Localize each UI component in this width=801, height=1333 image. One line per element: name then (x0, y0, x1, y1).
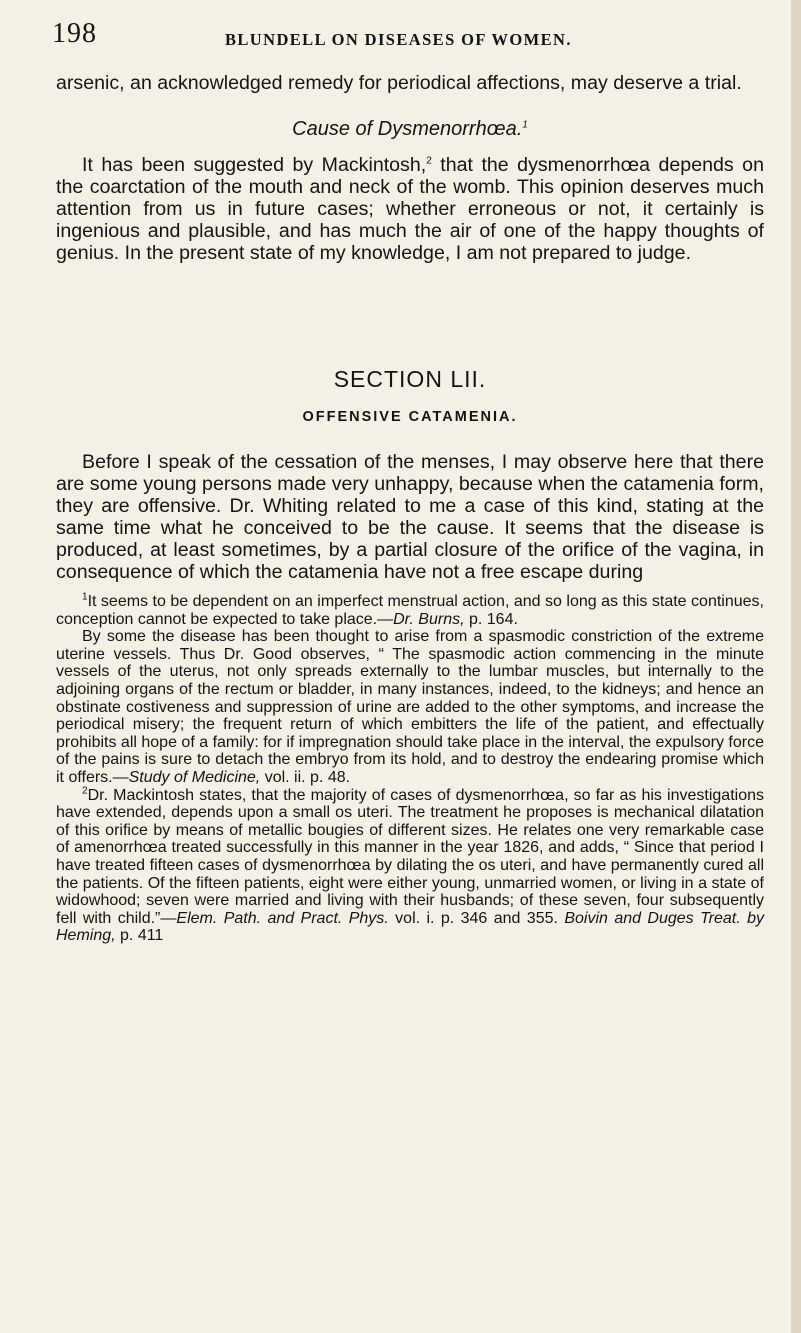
footnote-2-text: Dr. Mackintosh states, that the majority of cases of dysmenorrhœa, so far as his investigations have extended, depends upon a small os uteri. The treatment he proposes is mechanical dilatation of this orifice by means of metallic bougies of different sizes. He relates one very remarkable case of amenorrhœa treated successfully in this manner in the year 1826, and adds, “ Since that period I have treated fifteen cases of dysmenorrhœa by dilating the os uteri, and have permanently cured all the patients. Of the fifteen patients, eight were either young, unmarried women, or living in a state of widowhood; seven were married and living with their husbands; of these seven, four subsequently fell with child.”— (56, 786, 764, 927)
footnote-1-cite: Dr. Burns, (393, 610, 465, 628)
paragraph-2-start: It has been suggested by Mackintosh, (82, 154, 427, 176)
footnote-marker: 2 (426, 155, 432, 167)
footnote-1b-text: By some the disease has been thought to arise from a spasmodic constriction of the extreme uterine vessels. Thus Dr. Good observes, “ The spasmodic action commencing in the minute vessels of the uterus, not only spreads externally to the lumbar muscles, but internally to the adjoining organs of the rectum or bladder, in many instances, indeed, to the kidneys; and hence an obstinate costiveness and suppression of urine are added to the other symptoms, and increase the periodical misery; the frequent return of which embitters the life of the patient, and effectually prohibits all hope of a family: for if impregnation should take place in the interval, the expulsory force of the pains is sure to detach the embryo from its hold, and to destroy the endearing promise which it offers.— (56, 628, 764, 786)
page-header (52, 18, 749, 52)
page-number: 198 (52, 18, 97, 49)
section-subtitle: OFFENSIVE CATAMENIA. (302, 409, 518, 425)
footnote-1-page: p. 164. (464, 610, 518, 628)
footnote-1b-ref: vol. ii. p. 48. (260, 768, 351, 786)
footnotes (56, 593, 764, 945)
running-head: BLUNDELL ON DISEASES OF WOMEN. (225, 30, 572, 49)
paragraph-2 (56, 154, 764, 264)
paragraph-2-rest: that the dysmenorrhœa depends on the coarctation of the mouth and neck of the womb. This opinion deserves much attention from us in future cases; whether erroneous or not, it certainly is ingenious and plausible, and has much the air of one of the happy thoughts of genius. In the present state of my knowledge, I am not prepared to judge. (56, 154, 764, 264)
footnote-2-mark: 2 (82, 785, 88, 797)
subheading-cause (56, 118, 764, 140)
footnote-2-cite-1: Elem. Path. and Pract. Phys. (176, 909, 389, 927)
footnote-2-cite-2: Boivin and Duges Treat. by Heming, (56, 909, 764, 945)
footnote-1 (56, 593, 764, 628)
footnote-2 (56, 787, 764, 945)
page-body (56, 72, 764, 945)
footnote-2-ref-1: vol. i. p. 346 and 355. (388, 909, 565, 927)
paragraph-3: Before I speak of the cessation of the menses, I may observe here that there are some young persons made very unhappy, because when the catamenia form, they are offensive. Dr. Whiting related to me a case of this kind, stating at the same time what he conceived to be the cause. It seems that the disease is produced, at least sometimes, by a partial closure of the orifice of the vagina, in consequence of which the catamenia have not a free escape during (56, 451, 764, 583)
footnote-1b-cite: Study of Medicine, (128, 768, 261, 786)
footnote-2-ref-2: p. 411 (115, 927, 164, 945)
subheading-text: Cause of Dysmenorrhœa. (292, 118, 523, 140)
footnote-1-mark: 1 (82, 591, 88, 603)
footnote-marker: 1 (522, 119, 528, 131)
footnote-1b (56, 628, 764, 786)
paragraph-1: arsenic, an acknowledged remedy for periodical affections, may deserve a trial. (56, 72, 742, 94)
footnote-1-text: It seems to be dependent on an imperfect menstrual action, and so long as this state continues, conception cannot be expected to take place.— (56, 593, 764, 628)
page-edge (791, 0, 801, 1333)
section-title: SECTION LII. (333, 366, 487, 392)
